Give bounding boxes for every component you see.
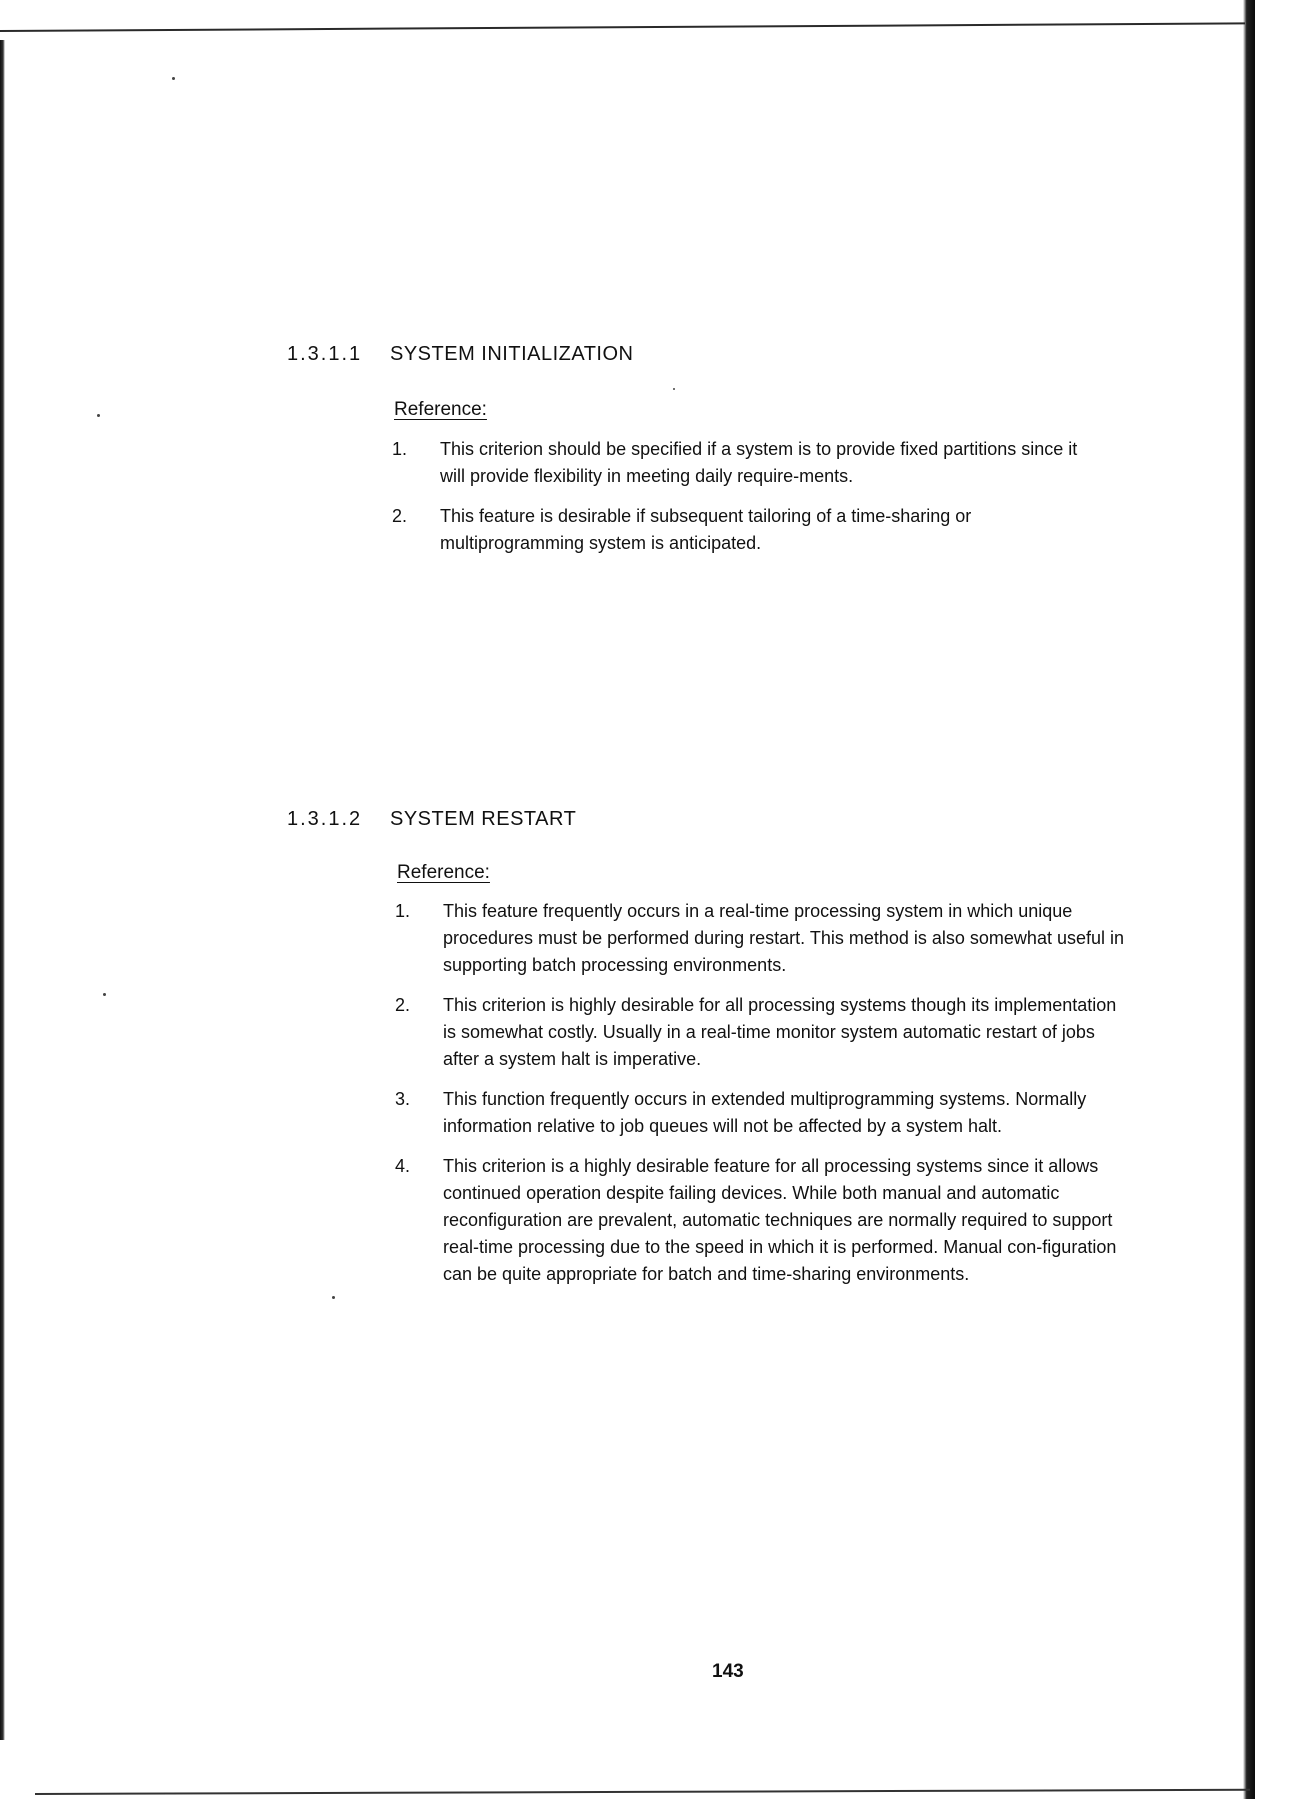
scan-speck [103,993,106,996]
scan-edge-bottom [35,1789,1250,1795]
list-item [395,992,1130,1073]
list-item [395,1153,1130,1288]
scan-speck [673,388,675,390]
item-number: 1. [392,439,408,459]
section-number: 1.3.1.1 [287,343,363,365]
item-number: 3. [395,1089,411,1109]
reference-label: Reference: [394,399,487,420]
item-text: This criterion should be specified if a system is to provide fixed partitions since it will provide flexibility in meeting daily require-ments. [440,439,1078,486]
scan-edge-top [0,22,1245,32]
item-text: This feature frequently occurs in a real-time processing system in which unique procedures must be performed during restart. This method is also somewhat useful in supporting batch processing environments. [443,901,1124,975]
scan-speck [332,1296,335,1299]
list-item [392,436,1092,490]
scan-edge-right [1243,0,1255,1799]
item-number: 2. [392,506,408,526]
list-item [395,898,1130,979]
item-text: This criterion is a highly desirable feature for all processing systems since it allows continued operation despite failing devices. While both manual and automatic reconfiguration are prevalent, automatic techniques are normally required to support real-time processing due to the speed in which it is performed. Manual con-figuration can be quite appropriate for batch and time-sharing environments. [443,1156,1117,1284]
list-item [395,1086,1130,1140]
section-title: SYSTEM RESTART [390,808,577,830]
reference-list [392,436,1092,570]
section-title: SYSTEM INITIALIZATION [390,343,634,365]
scan-speck [97,414,100,417]
scan-speck [172,77,175,80]
scan-edge-left [0,40,5,1740]
item-number: 4. [395,1156,411,1176]
list-item [392,503,1092,557]
section-heading [287,343,634,366]
reference-label: Reference: [397,862,490,883]
item-number: 2. [395,995,411,1015]
item-text: This criterion is highly desirable for all processing systems though its implementation is somewhat costly. Usually in a real-time monitor system automatic restart of jobs after a system halt is imperative. [443,995,1117,1069]
item-text: This function frequently occurs in extended multiprogramming systems. Normally information relative to job queues will not be affected by a system halt. [443,1089,1087,1136]
section-heading [287,808,576,831]
item-text: This feature is desirable if subsequent tailoring of a time-sharing or multiprogramming system is anticipated. [440,506,972,553]
reference-list [395,898,1130,1301]
section-number: 1.3.1.2 [287,808,363,830]
item-number: 1. [395,901,411,921]
page-number: 143 [712,1661,744,1682]
